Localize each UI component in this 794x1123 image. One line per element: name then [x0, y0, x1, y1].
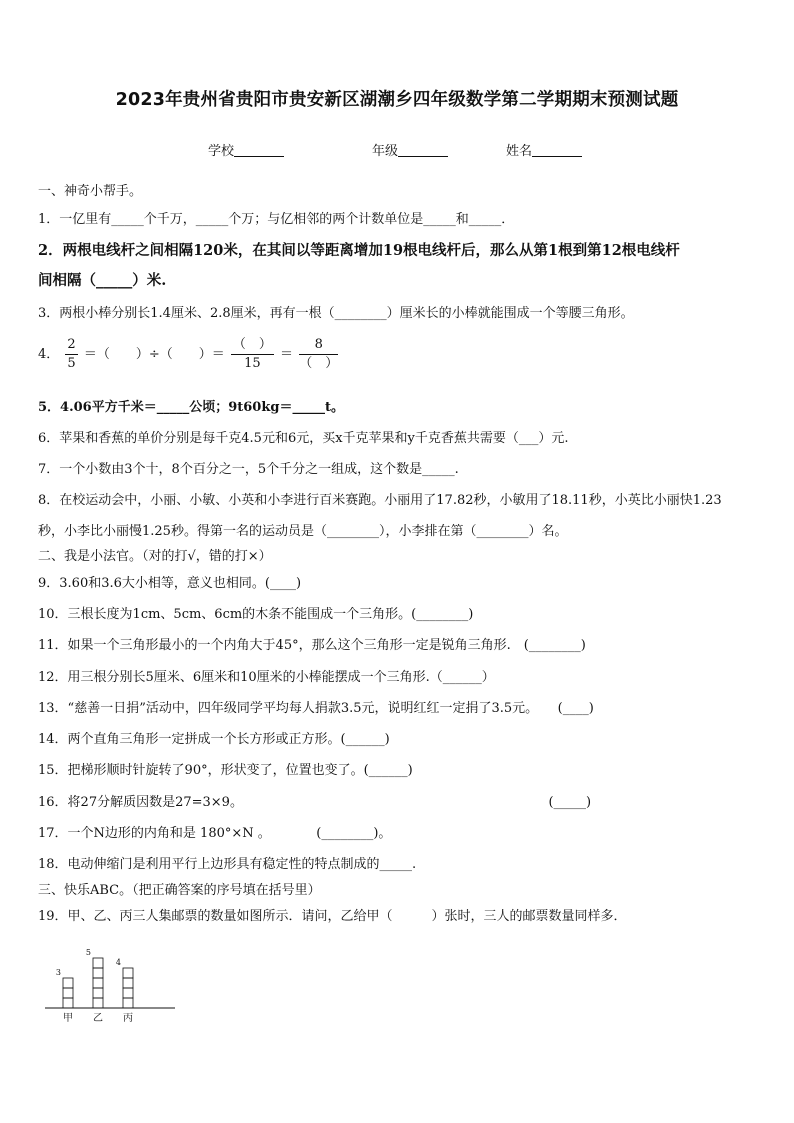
- section-heading-3: 三、快乐ABC。（把正确答案的序号填在括号里）: [38, 883, 321, 898]
- category-label: 丙: [123, 1013, 133, 1024]
- fraction-2: [231, 336, 274, 373]
- grade-blank[interactable]: [398, 143, 448, 157]
- stamp-square: [93, 988, 103, 998]
- stamp-square: [123, 988, 133, 998]
- school-blank[interactable]: [234, 143, 284, 157]
- question-13: 13．“慈善一日捐”活动中，四年级同学平均每人捐款3.5元，说明红红一定捐了3.5元。 (____): [38, 701, 594, 716]
- stamp-square: [93, 998, 103, 1008]
- question-15: 15．把梯形顺时针旋转了90°，形状变了，位置也变了。(______): [38, 763, 413, 778]
- section-heading-1: 一、神奇小帮手。: [38, 184, 143, 199]
- stamp-square: [93, 958, 103, 968]
- name-blank[interactable]: [532, 143, 582, 157]
- question-16: 16．将27分解质因数是27=3×9。 (_____): [38, 795, 592, 810]
- stamp-square: [93, 968, 103, 978]
- question-3: 3．两根小棒分别长1.4厘米、2.8厘米，再有一根（________）厘米长的小棒就能围成一个等腰三角形。: [38, 306, 634, 321]
- school-field: [208, 140, 284, 159]
- grade-field: [372, 140, 448, 159]
- question-8-line-2: 秒，小李比小丽慢1.25秒。得第一名的运动员是（________），小李排在第（________）名。: [38, 524, 568, 539]
- question-8-line-1: 8．在校运动会中，小丽、小敏、小英和小李进行百米赛跑。小丽用了17.82秒，小敏用了18.11秒，小英比小丽快1.23: [38, 493, 722, 508]
- question-17: 17．一个N边形的内角和是 180°×N 。 (________)。: [38, 826, 392, 841]
- question-2-line-1: 2．两根电线杆之间相隔120米，在其间以等距离增加19根电线杆后，那么从第1根到第12根电线杆: [38, 242, 680, 259]
- category-label: 乙: [93, 1013, 103, 1024]
- fraction-2-denominator: 15: [244, 356, 261, 371]
- question-5: 5．4.06平方千米＝_____公顷；9t60kg＝_____t。: [38, 400, 344, 415]
- bar-value-label: 4: [115, 958, 121, 967]
- stamp-square: [63, 978, 73, 988]
- question-12: 12．用三根分别长5厘米、6厘米和10厘米的小棒能摆成一个三角形.（______）: [38, 670, 495, 685]
- question-10: 10．三根长度为1cm、5cm、6cm的木条不能围成一个三角形。(________): [38, 607, 474, 622]
- stamp-count-chart: [40, 930, 190, 1030]
- fraction-1: [65, 336, 77, 373]
- question-4: [38, 336, 764, 373]
- question-11: 11．如果一个三角形最小的一个内角大于45°，那么这个三角形一定是锐角三角形. (________): [38, 638, 586, 653]
- name-label: 姓名: [506, 144, 533, 159]
- section-heading-2: 二、我是小法官。（对的打√，错的打×）: [38, 549, 272, 564]
- question-4-expression: ＝（ ）÷（ ）＝: [83, 347, 225, 362]
- stamp-square: [123, 968, 133, 978]
- stamp-square: [123, 978, 133, 988]
- fraction-3: [299, 336, 338, 373]
- question-1: 1．一亿里有_____个千万，_____个万；与亿相邻的两个计数单位是_____和_____．: [38, 212, 515, 227]
- question-18: 18．电动伸缩门是利用平行上边形具有稳定性的特点制成的_____.: [38, 857, 417, 872]
- question-2-line-2: 间相隔（_____）米.: [38, 272, 167, 289]
- bar-value-label: 3: [55, 968, 61, 977]
- category-label: 甲: [63, 1013, 73, 1024]
- question-14: 14．两个直角三角形一定拼成一个长方形或正方形。(______): [38, 732, 390, 747]
- question-4-number: 4．: [38, 347, 60, 362]
- fraction-3-numerator: 8: [299, 336, 338, 355]
- stamp-square: [63, 998, 73, 1008]
- question-6: 6．苹果和香蕉的单价分别是每千克4.5元和6元，买x千克苹果和y千克香蕉共需要（___）元.: [38, 431, 569, 446]
- bar-value-label: 5: [85, 948, 91, 957]
- fraction-2-numerator: （ ）: [231, 336, 274, 355]
- question-7: 7．一个小数由3个十，8个百分之一，5个千分之一组成，这个数是_____.: [38, 462, 459, 477]
- question-9: 9．3.60和3.6大小相等，意义也相同。(____): [38, 576, 302, 591]
- grade-label: 年级: [372, 144, 399, 159]
- question-19: 19．甲、乙、丙三人集邮票的数量如图所示．请问，乙给甲（ ）张时，三人的邮票数量同样多．: [38, 909, 627, 924]
- stamp-square: [93, 978, 103, 988]
- fraction-1-denominator: 5: [67, 356, 76, 371]
- school-label: 学校: [208, 144, 235, 159]
- fraction-3-denominator: （ ）: [299, 356, 339, 371]
- question-4-equals: ＝: [280, 347, 294, 362]
- stamp-square: [63, 988, 73, 998]
- stamp-square: [123, 998, 133, 1008]
- name-field: [506, 140, 582, 159]
- fraction-1-numerator: 2: [65, 336, 77, 355]
- page-title: 2023年贵州省贵阳市贵安新区湖潮乡四年级数学第二学期期末预测试题: [115, 90, 679, 110]
